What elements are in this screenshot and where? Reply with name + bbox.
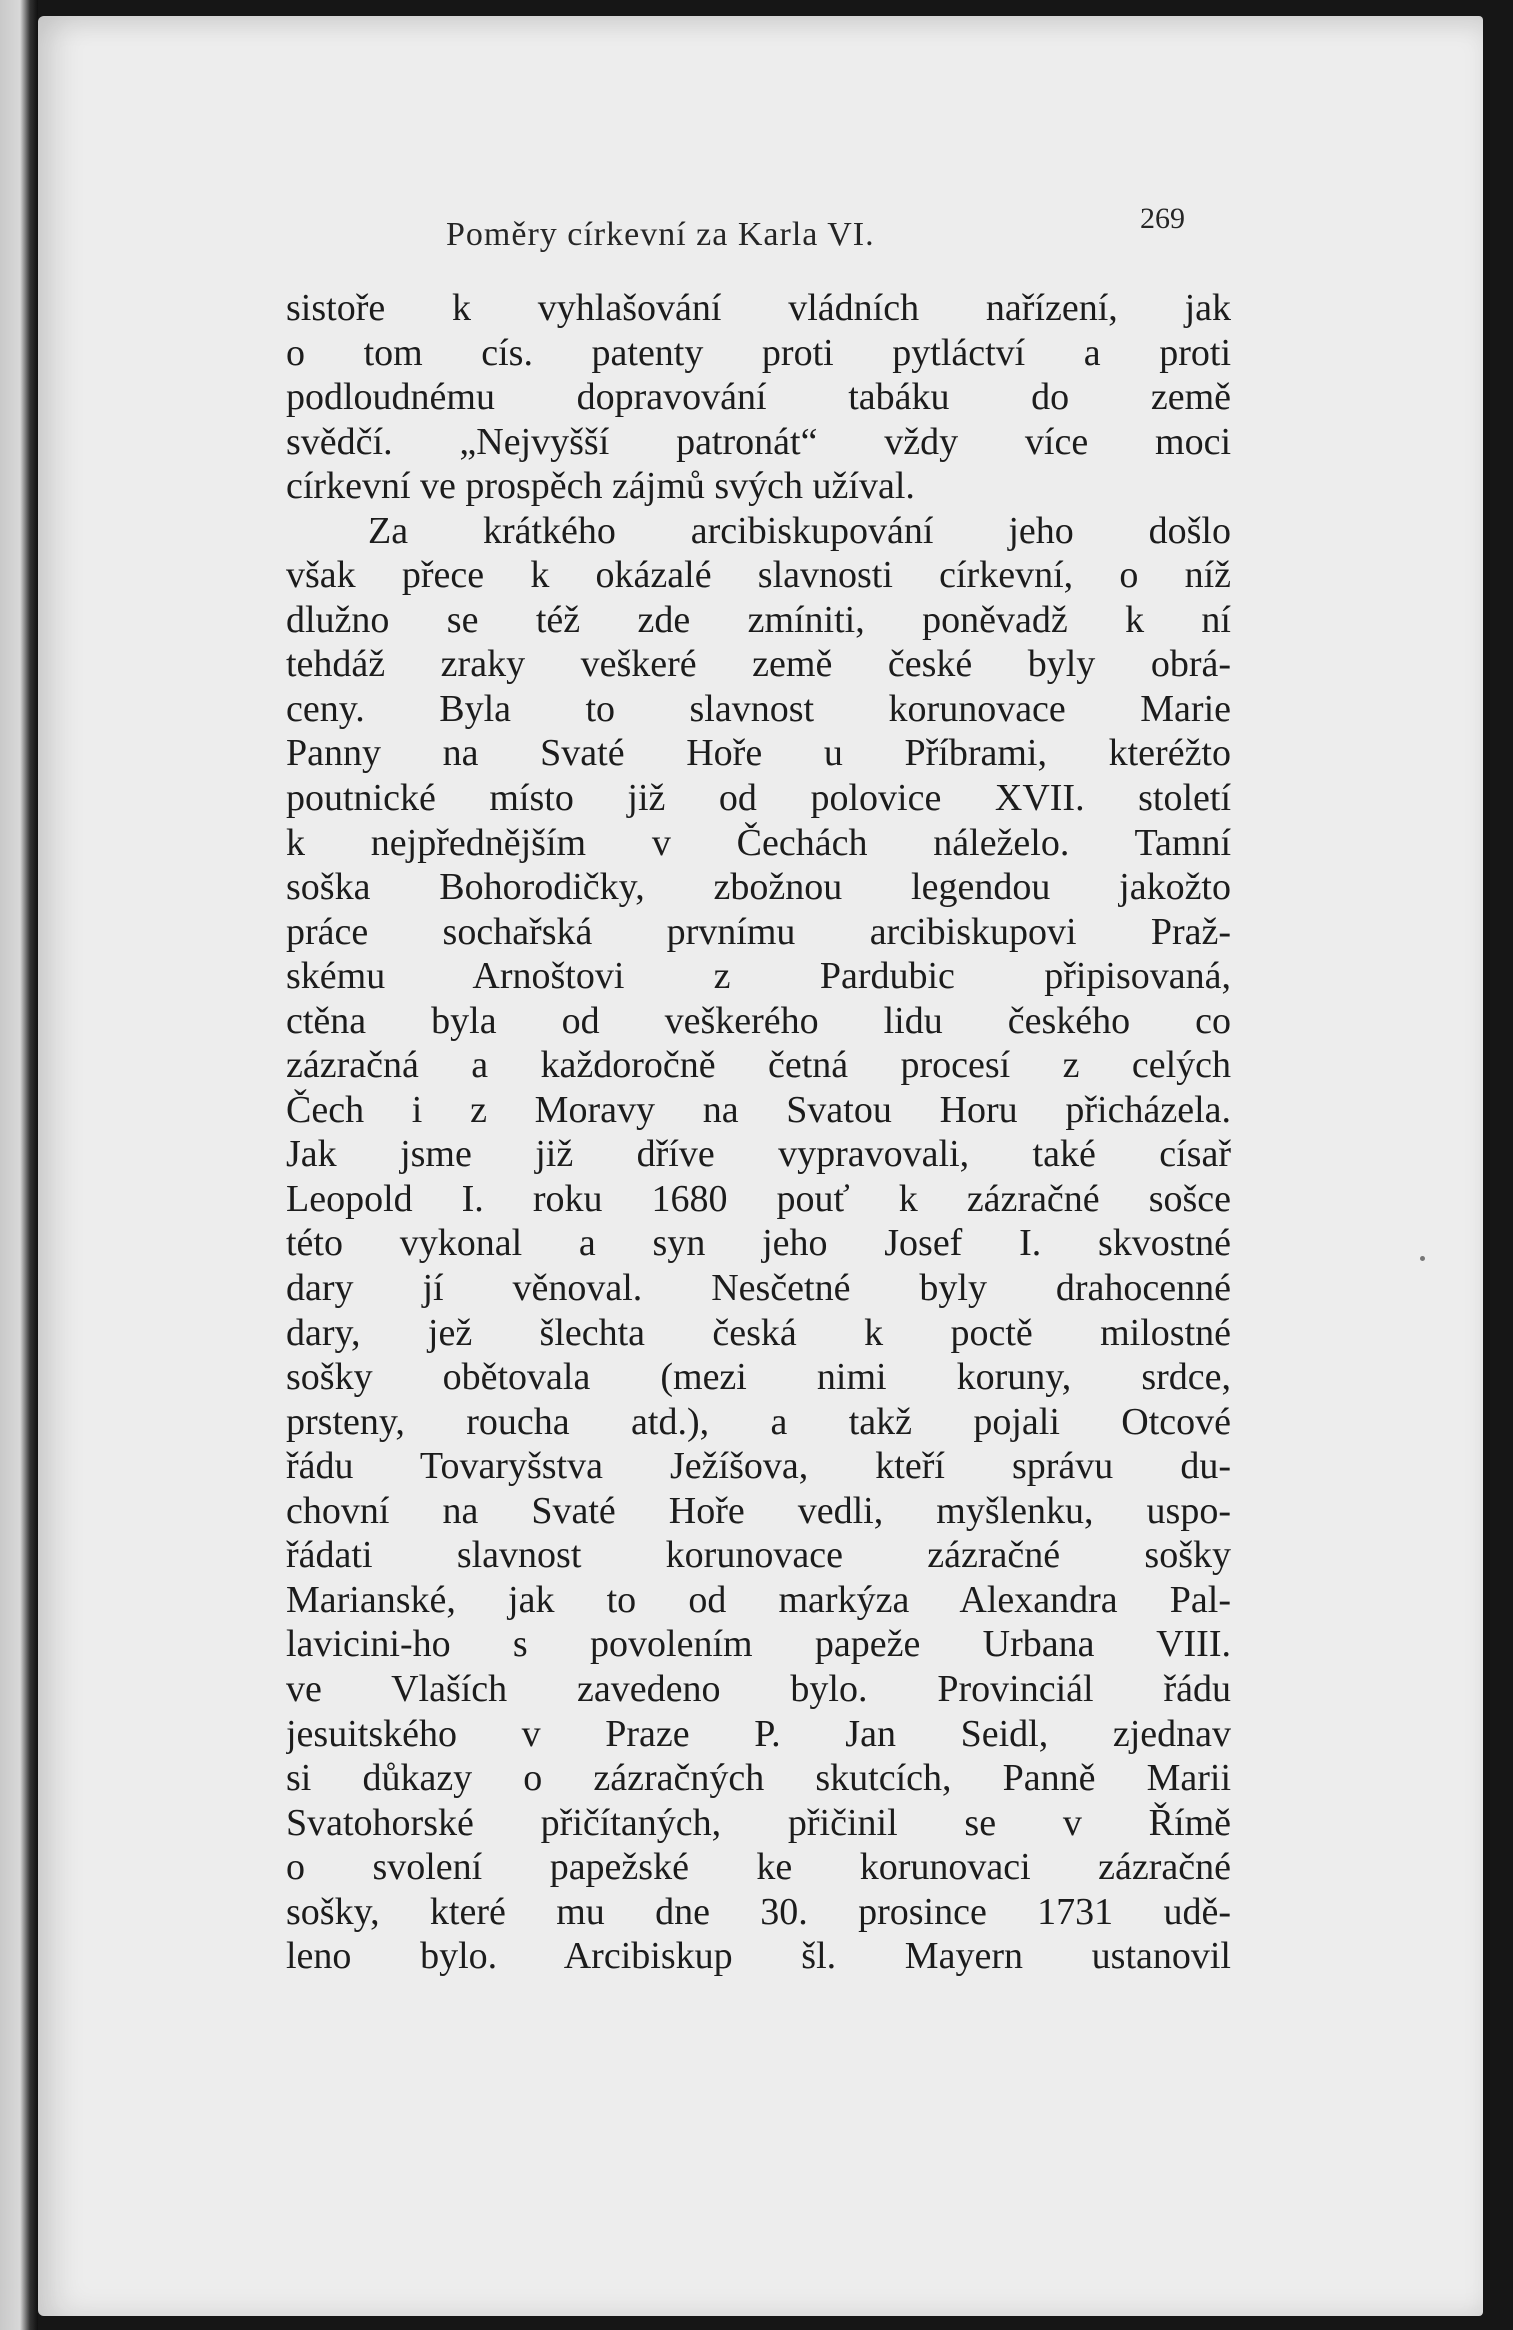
text-line: o svolení papežské ke korunovaci zázračné xyxy=(286,1846,1231,1889)
paper-speck xyxy=(1420,1256,1425,1261)
running-head: Poměry církevní za Karla VI. xyxy=(446,216,875,253)
text-line: svědčí. „Nejvyšší patronát“ vždy více moci xyxy=(286,420,1231,463)
text-line: tehdáž zraky veškeré země české byly obrá- xyxy=(286,643,1231,686)
text-line: leno bylo. Arcibiskup šl. Mayern ustanovil xyxy=(286,1935,1231,1978)
text-line: ve Vlaších zavedeno bylo. Provinciál řádu xyxy=(286,1667,1231,1710)
book-page xyxy=(38,16,1483,2316)
text-line: sošky, které mu dne 30. prosince 1731 udě- xyxy=(286,1890,1231,1933)
text-line: jesuitského v Praze P. Jan Seidl, zjednav xyxy=(286,1712,1231,1755)
text-line: soška Bohorodičky, zbožnou legendou jakožto xyxy=(286,866,1231,909)
page-number: 269 xyxy=(1140,202,1185,235)
left-page-edge xyxy=(0,0,38,2330)
body-text xyxy=(286,286,1231,1979)
page-header xyxy=(38,202,1483,264)
text-line: ctěna byla od veškerého lidu českého co xyxy=(286,999,1231,1042)
text-line: podloudnému dopravování tabáku do země xyxy=(286,376,1231,419)
text-line: však přece k okázalé slavnosti církevní, o níž xyxy=(286,554,1231,597)
text-line: Jak jsme již dříve vypravovali, také císař xyxy=(286,1133,1231,1176)
text-line: Čech i z Moravy na Svatou Horu přicházela. xyxy=(286,1088,1231,1131)
text-line: Panny na Svaté Hoře u Příbrami, kteréžto xyxy=(286,732,1231,775)
text-line: sošky obětovala (mezi nimi koruny, srdce, xyxy=(286,1356,1231,1399)
text-line: k nejpřednějším v Čechách náleželo. Tamní xyxy=(286,821,1231,864)
text-line: prsteny, roucha atd.), a takž pojali Otcové xyxy=(286,1400,1231,1443)
paragraph-start-line: Za krátkého arcibiskupování jeho došlo xyxy=(368,509,1231,552)
text-line: dary, jež šlechta česká k poctě milostné xyxy=(286,1311,1231,1354)
text-line: lavicini-ho s povolením papeže Urbana VIII. xyxy=(286,1623,1231,1666)
text-line: dlužno se též zde zmíniti, poněvadž k ní xyxy=(286,598,1231,641)
text-line: práce sochařská prvnímu arcibiskupovi Praž- xyxy=(286,910,1231,953)
text-line: chovní na Svaté Hoře vedli, myšlenku, uspo- xyxy=(286,1489,1231,1532)
text-line: poutnické místo již od polovice XVII. století xyxy=(286,777,1231,820)
text-line: Marianské, jak to od markýza Alexandra Pal- xyxy=(286,1578,1231,1621)
text-line: sistoře k vyhlašování vládních nařízení, jak xyxy=(286,287,1231,329)
text-line: zázračná a každoročně četná procesí z celých xyxy=(286,1044,1231,1087)
text-line: řádati slavnost korunovace zázračné sošky xyxy=(286,1534,1231,1577)
text-line: Svatohorské přičítaných, přičinil se v Římě xyxy=(286,1801,1231,1844)
text-line: této vykonal a syn jeho Josef I. skvostné xyxy=(286,1222,1231,1265)
text-line: dary jí věnoval. Nesčetné byly drahocenné xyxy=(286,1267,1231,1310)
text-line: Leopold I. roku 1680 pouť k zázračné sošce xyxy=(286,1177,1231,1220)
text-line: skému Arnoštovi z Pardubic připisovaná, xyxy=(286,955,1231,998)
text-line: ceny. Byla to slavnost korunovace Marie xyxy=(286,687,1231,730)
text-line: si důkazy o zázračných skutcích, Panně Marii xyxy=(286,1757,1231,1800)
text-line: církevní ve prospěch zájmů svých užíval. xyxy=(286,465,915,508)
text-line: řádu Tovaryšstva Ježíšova, kteří správu du- xyxy=(286,1445,1231,1488)
text-line: o tom cís. patenty proti pytláctví a proti xyxy=(286,331,1231,374)
